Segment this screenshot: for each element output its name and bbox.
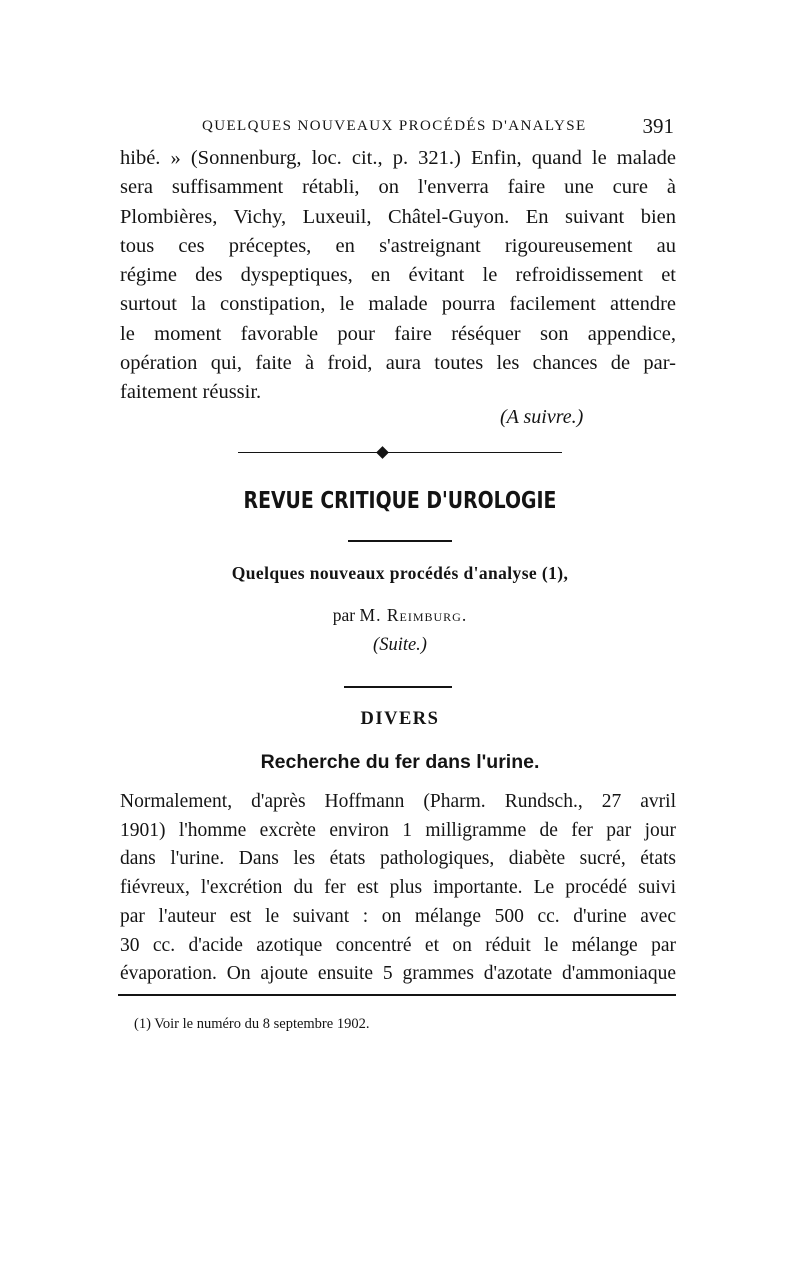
text-line: hibé. » (Sonnenburg, loc. cit., p. 321.) Enfin, quand le malade xyxy=(120,147,676,169)
text-line: 30 cc. d'acide azotique concentré et on réduit le mélange par xyxy=(120,934,676,956)
subsection-title: DIVERS xyxy=(360,709,440,729)
text-line: opération qui, faite à froid, aura toutes les chances de par- xyxy=(120,352,676,375)
divider-line xyxy=(238,452,562,453)
text-line: 1901) l'homme excrète environ 1 milligramme de fer par jour xyxy=(120,819,676,841)
topic-title: Recherche du fer dans l'urine. xyxy=(260,751,540,773)
short-divider xyxy=(344,686,452,688)
sequel-note: (Suite.) xyxy=(373,635,427,655)
text-line: Plombières, Vichy, Luxeuil, Châtel-Guyon. En suivant bien xyxy=(120,205,676,228)
body-paragraph xyxy=(120,788,676,989)
text-line: sera suffisamment rétabli, on l'enverra faire une cure à xyxy=(120,176,676,199)
byline xyxy=(0,605,800,626)
running-title: QUELQUES NOUVEAUX PROCÉDÉS D'ANALYSE xyxy=(202,118,587,134)
text-line: Normalement, d'après Hoffmann (Pharm. Rundsch., 27 avril xyxy=(120,791,676,812)
page-number: 391 xyxy=(642,114,674,138)
short-divider xyxy=(348,540,452,542)
byline-prefix: par xyxy=(332,605,356,625)
text-line: surtout la constipation, le malade pourra facilement attendre xyxy=(120,293,676,316)
text-line: faitement réussir. xyxy=(120,381,262,404)
footnote: (1) Voir le numéro du 8 septembre 1902. xyxy=(134,1016,370,1032)
author-name: M. Reimburg. xyxy=(359,605,468,625)
text-line: fiévreux, l'excrétion du fer est plus importante. Le procédé suivi xyxy=(120,877,676,899)
section-title: REVUE CRITIQUE D'UROLOGIE xyxy=(243,488,557,514)
article-title: Quelques nouveaux procédés d'analyse (1), xyxy=(231,563,569,583)
to-be-continued-note: (A suivre.) xyxy=(500,406,584,428)
text-line: dans l'urine. Dans les états pathologiques, diabète sucré, états xyxy=(120,848,676,870)
diamond-ornament-icon xyxy=(376,446,389,459)
text-line: tous ces préceptes, en s'astreignant rigoureusement au xyxy=(120,234,676,257)
text-line: le moment favorable pour faire réséquer son appendice, xyxy=(120,322,676,345)
text-line: évaporation. On ajoute ensuite 5 grammes d'azotate d'ammoniaque xyxy=(120,963,676,985)
ornamental-divider xyxy=(238,447,562,459)
text-line: par l'auteur est le suivant : on mélange 500 cc. d'urine avec xyxy=(120,905,676,927)
running-head xyxy=(118,114,676,144)
continuation-paragraph xyxy=(120,144,676,408)
footnote-divider xyxy=(118,994,676,996)
text-line: régime des dyspeptiques, en évitant le refroidissement et xyxy=(120,264,676,287)
